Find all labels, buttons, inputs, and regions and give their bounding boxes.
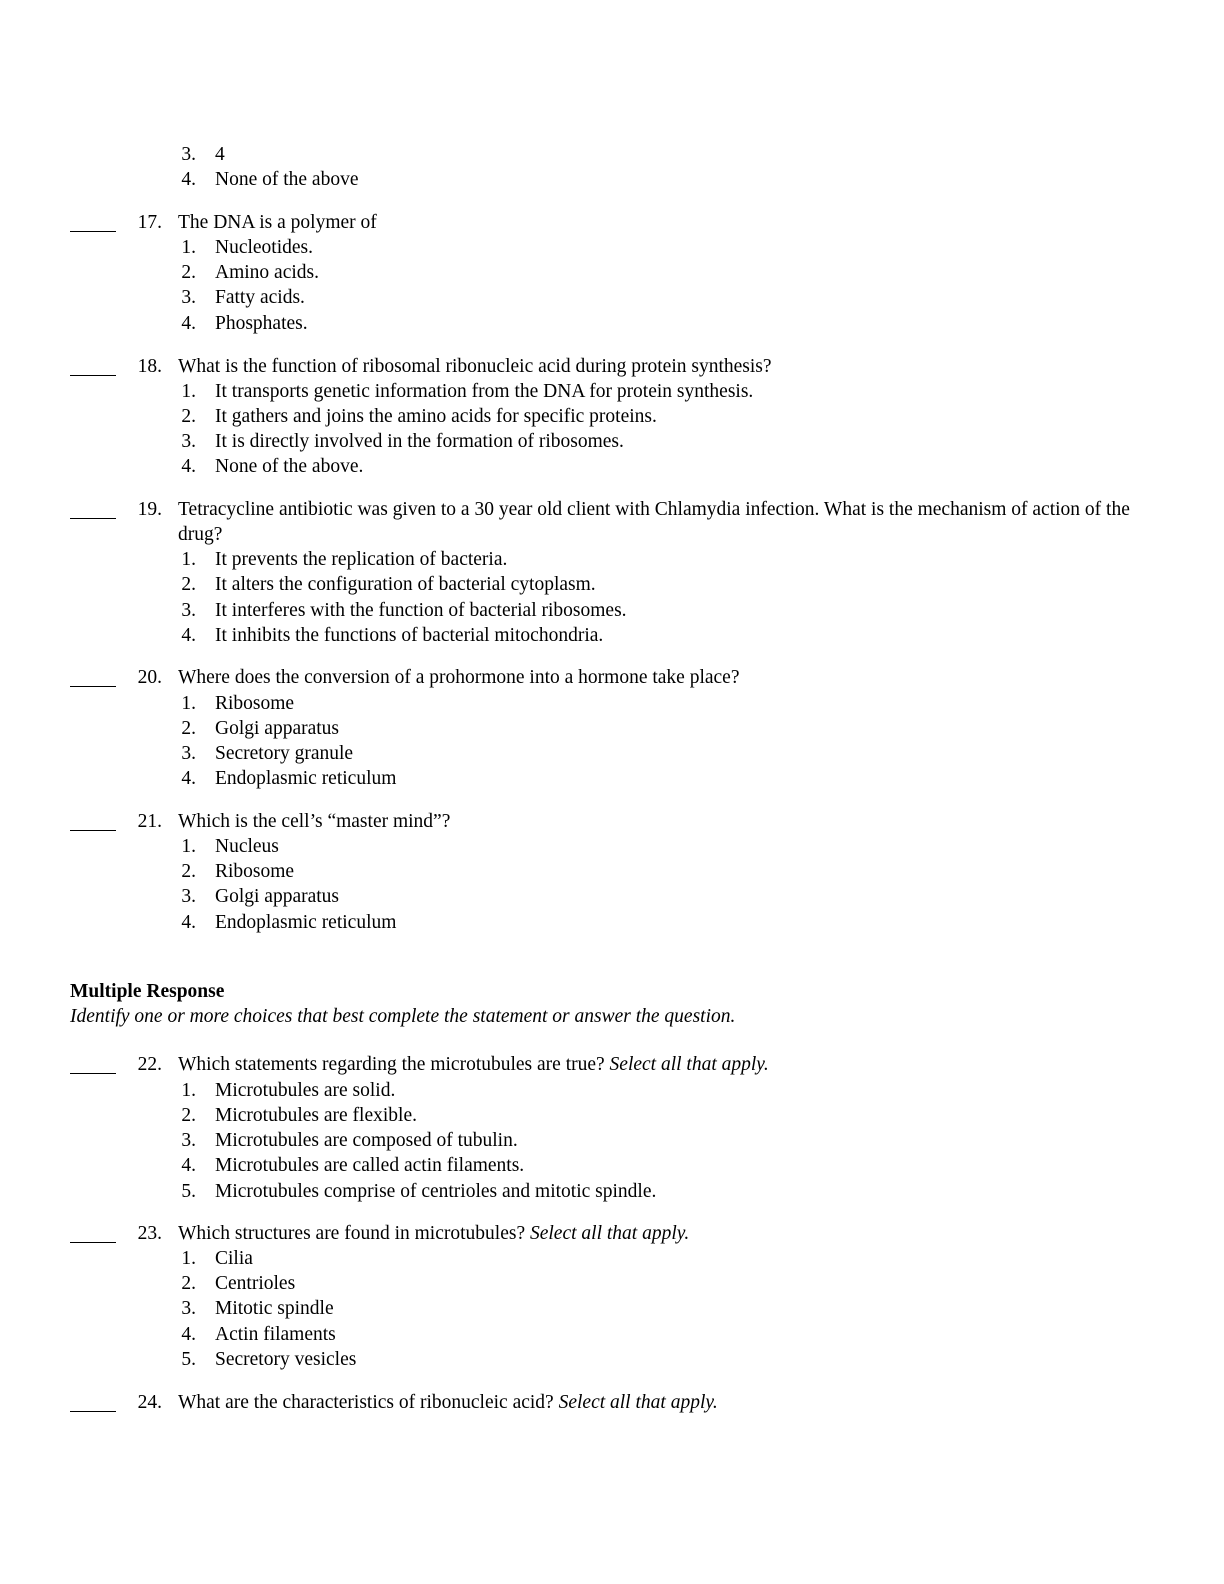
section-title: Multiple Response — [70, 981, 225, 1002]
select-all-note: Select all that apply. — [558, 1392, 718, 1413]
option-number: 4. — [181, 625, 196, 646]
question-stem: Which is the cell’s “master mind”? — [178, 811, 451, 832]
option-text: Nucleus — [215, 836, 279, 857]
option-text: Ribosome — [215, 861, 295, 882]
option-number: 1. — [181, 1080, 196, 1101]
option-number: 2. — [181, 574, 196, 595]
option-text: It alters the configuration of bacterial cytoplasm. — [215, 574, 596, 595]
option-text: Secretory granule — [215, 743, 354, 764]
option-number: 4. — [181, 313, 196, 334]
option-number: 4. — [181, 1324, 196, 1345]
option-text: It gathers and joins the amino acids for specific proteins. — [215, 406, 657, 427]
option-number: 2. — [181, 262, 196, 283]
question-number: 19. — [137, 499, 162, 520]
option-text: It inhibits the functions of bacterial mitochondria. — [215, 625, 604, 646]
option-text: Endoplasmic reticulum — [215, 912, 397, 933]
option-number: 1. — [181, 693, 196, 714]
answer-blank[interactable] — [70, 231, 116, 232]
option-text: Microtubules comprise of centrioles and mitotic spindle. — [215, 1181, 657, 1202]
option-text: Mitotic spindle — [215, 1298, 334, 1319]
answer-blank[interactable] — [70, 1242, 116, 1243]
option-text: Phosphates. — [215, 313, 308, 334]
option-text: Microtubules are composed of tubulin. — [215, 1130, 518, 1151]
option-number: 3. — [181, 600, 196, 621]
option-number: 1. — [181, 1248, 196, 1269]
option-number: 3. — [181, 1130, 196, 1151]
option-text: Microtubules are solid. — [215, 1080, 396, 1101]
option-number: 2. — [181, 1105, 196, 1126]
answer-blank[interactable] — [70, 830, 116, 831]
option-number: 1. — [181, 549, 196, 570]
question-number: 17. — [137, 212, 162, 233]
option-number: 5. — [181, 1349, 196, 1370]
option-text: None of the above — [215, 169, 359, 190]
question-number: 22. — [137, 1054, 162, 1075]
option-number: 3. — [181, 1298, 196, 1319]
option-number: 3. — [181, 431, 196, 452]
select-all-note: Select all that apply. — [529, 1223, 690, 1244]
question-stem: Where does the conversion of a prohormone into a hormone take place? — [178, 667, 740, 688]
question-number: 18. — [137, 356, 162, 377]
option-number: 3. — [181, 886, 196, 907]
option-text: Cilia — [215, 1248, 253, 1269]
section-instructions: Identify one or more choices that best complete the statement or answer the question. — [70, 1006, 736, 1027]
option-text: Centrioles — [215, 1273, 296, 1294]
option-number: 2. — [181, 861, 196, 882]
option-text: Amino acids. — [215, 262, 319, 283]
option-number: 2. — [181, 718, 196, 739]
answer-blank[interactable] — [70, 686, 116, 687]
option-text: It prevents the replication of bacteria. — [215, 549, 508, 570]
option-number: 2. — [181, 406, 196, 427]
option-number: 2. — [181, 1273, 196, 1294]
option-number: 1. — [181, 381, 196, 402]
option-text: Endoplasmic reticulum — [215, 768, 397, 789]
question-stem-text: Which structures are found in microtubules? — [178, 1223, 530, 1244]
option-text: Golgi apparatus — [215, 718, 340, 739]
question-number: 21. — [137, 811, 162, 832]
question-stem: Tetracycline antibiotic was given to a 30 year old client with Chlamydia infection. What is the mechanism of action of the drug? — [178, 499, 1130, 545]
option-number: 3. — [181, 287, 196, 308]
option-number: 3. — [181, 144, 196, 165]
question-number: 23. — [137, 1223, 162, 1244]
option-number: 1. — [181, 836, 196, 857]
question-stem-text: What are the characteristics of ribonucleic acid? — [178, 1392, 559, 1413]
option-number: 4. — [181, 912, 196, 933]
option-text: Microtubules are called actin filaments. — [215, 1155, 525, 1176]
option-number: 3. — [181, 743, 196, 764]
question-stem — [178, 1221, 689, 1246]
question-stem — [178, 1052, 769, 1077]
option-text: Actin filaments — [215, 1324, 336, 1345]
question-stem: What is the function of ribosomal ribonucleic acid during protein synthesis? — [178, 356, 772, 377]
option-text: It is directly involved in the formation of ribosomes. — [215, 431, 624, 452]
question-stem — [178, 1390, 718, 1415]
answer-blank[interactable] — [70, 518, 116, 519]
option-text: 4 — [215, 144, 225, 165]
answer-blank[interactable] — [70, 1073, 116, 1074]
option-number: 4. — [181, 768, 196, 789]
option-text: Secretory vesicles — [215, 1349, 357, 1370]
option-text: Nucleotides. — [215, 237, 314, 258]
answer-blank[interactable] — [70, 1411, 116, 1412]
question-stem-text: Which statements regarding the microtubules are true? — [178, 1054, 610, 1075]
question-number: 20. — [137, 667, 162, 688]
option-text: It transports genetic information from the DNA for protein synthesis. — [215, 381, 754, 402]
answer-blank[interactable] — [70, 375, 116, 376]
option-number: 4. — [181, 456, 196, 477]
option-text: None of the above. — [215, 456, 364, 477]
select-all-note: Select all that apply. — [609, 1054, 769, 1075]
option-number: 4. — [181, 169, 196, 190]
option-text: Microtubules are flexible. — [215, 1105, 417, 1126]
option-text: Fatty acids. — [215, 287, 305, 308]
question-stem: The DNA is a polymer of — [178, 212, 377, 233]
question-number: 24. — [137, 1392, 162, 1413]
option-number: 4. — [181, 1155, 196, 1176]
option-text: It interferes with the function of bacterial ribosomes. — [215, 600, 627, 621]
option-number: 1. — [181, 237, 196, 258]
option-number: 5. — [181, 1181, 196, 1202]
option-text: Golgi apparatus — [215, 886, 340, 907]
option-text: Ribosome — [215, 693, 295, 714]
